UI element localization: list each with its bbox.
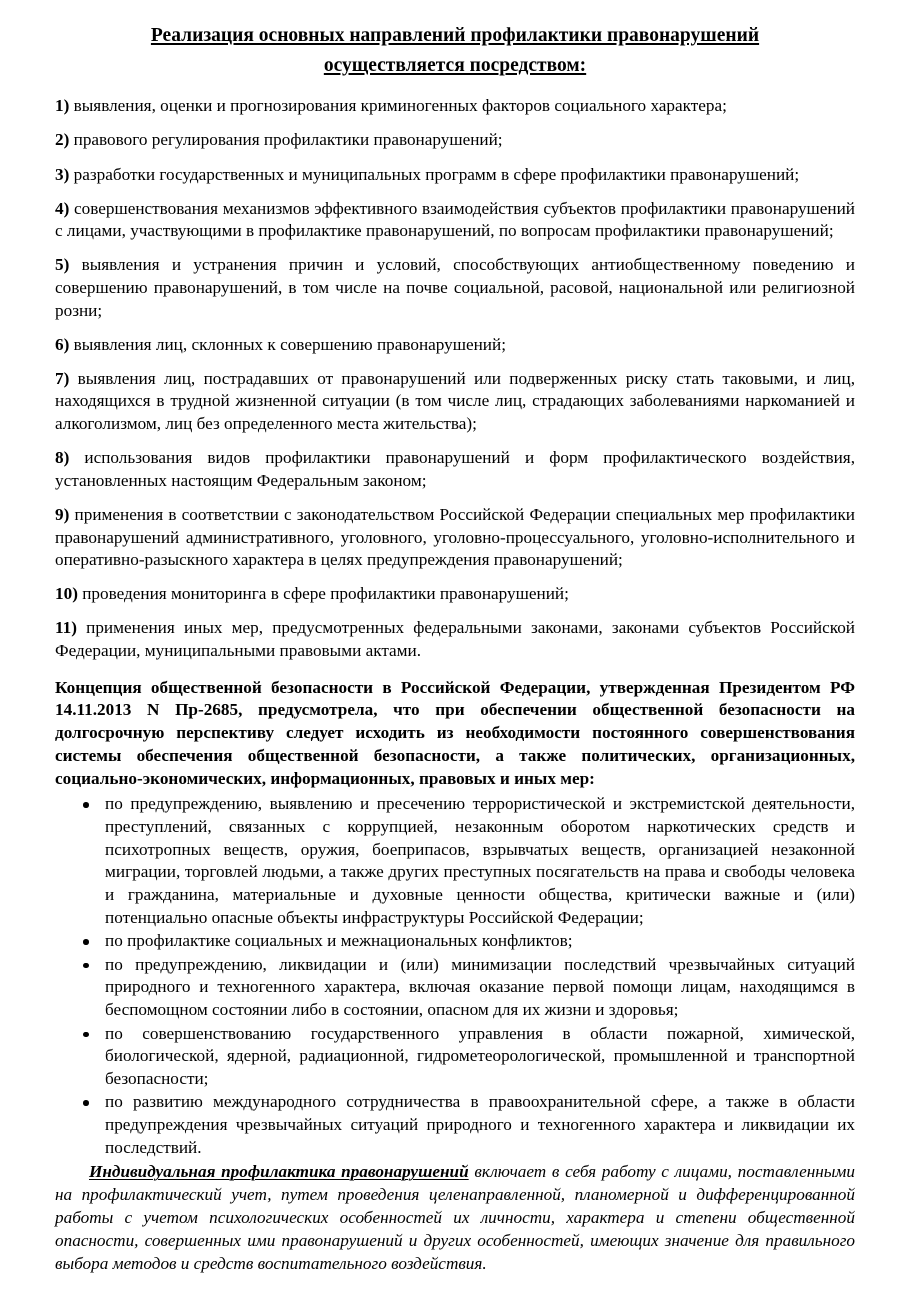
page-title bbox=[55, 22, 855, 79]
closing-rest-text: включает в себя работу с лицами, поставленными на профилактический учет, путем проведения целенаправленной, планомерной и дифференцированной работы с учетом психологических особенностей их личности, характера и степени общественной опасности, совершенных ими правонарушений и других особенностей, имеющих значение для правильного выбора методов и средств воспитательного воздействия. bbox=[55, 1162, 855, 1273]
clause-item bbox=[55, 617, 855, 662]
clause-item bbox=[55, 334, 855, 357]
clause-number: 4) bbox=[55, 198, 70, 218]
clause-text: выявления и устранения причин и условий, способствующих антиобщественному поведению и совершению правонарушений, в том числе на почве социальной, расовой, национальной или религиозной розни; bbox=[55, 255, 855, 320]
clause-text: правового регулирования профилактики правонарушений; bbox=[69, 130, 503, 150]
clause-item bbox=[55, 447, 855, 492]
clause-text: проведения мониторинга в сфере профилактики правонарушений; bbox=[77, 584, 569, 604]
clause-number: 10) bbox=[55, 584, 78, 604]
clause-text: выявления, оценки и прогнозирования криминогенных факторов социального характера; bbox=[69, 96, 727, 116]
closing-lead-phrase: Индивидуальная профилактика правонарушений bbox=[89, 1162, 469, 1182]
list-item-text: по развитию международного сотрудничества в правоохранительной сфере, а также в области предупреждения чрезвычайных ситуаций природного и техногенного характера и ликвидации их последствий. bbox=[105, 1092, 855, 1157]
list-item bbox=[55, 1023, 855, 1091]
clause-item bbox=[55, 368, 855, 436]
clause-item bbox=[55, 254, 855, 322]
clause-number: 6) bbox=[55, 334, 70, 354]
clause-item bbox=[55, 198, 855, 243]
list-item-text: по профилактике социальных и межнациональных конфликтов; bbox=[105, 931, 573, 951]
clause-text: выявления лиц, склонных к совершению правонарушений; bbox=[69, 334, 506, 354]
concept-paragraph: Концепция общественной безопасности в Российской Федерации, утвержденная Президентом РФ 14.11.2013 N Пр-2685, предусмотрела, что при обеспечении общественной безопасности на долгосрочную перспективу следует исходить из необходимости постоянного совершенствования системы обеспечения общественной безопасности, а также политических, организационных, социально-экономических, информационных, правовых и иных мер: bbox=[55, 677, 855, 788]
clause-text: использования видов профилактики правонарушений и форм профилактического воздействия, установленных настоящим Федеральным законом; bbox=[55, 448, 855, 490]
clause-number: 9) bbox=[55, 504, 70, 524]
clause-number: 7) bbox=[55, 368, 70, 388]
clause-number: 5) bbox=[55, 255, 70, 275]
closing-paragraph bbox=[55, 1161, 855, 1275]
clause-number: 3) bbox=[55, 164, 70, 184]
clause-item bbox=[55, 583, 855, 606]
clause-number: 1) bbox=[55, 96, 70, 116]
measures-list bbox=[55, 793, 855, 1159]
clause-text: применения иных мер, предусмотренных федеральными законами, законами субъектов Российской Федерации, муниципальными правовыми актами. bbox=[55, 618, 855, 660]
list-item-text: по предупреждению, ликвидации и (или) минимизации последствий чрезвычайных ситуаций природного и техногенного характера, включая оказание первой помощи лицам, находящимся в беспомощном состоянии либо в состоянии, опасном для их жизни и здоровья; bbox=[105, 954, 855, 1019]
list-item bbox=[55, 793, 855, 929]
clause-text: совершенствования механизмов эффективного взаимодействия субъектов профилактики правонарушений с лицами, участвующими в профилактике правонарушений, по вопросам профилактики правонарушений; bbox=[55, 198, 855, 241]
clause-text: выявления лиц, пострадавших от правонарушений или подверженных риску стать таковыми, и лиц, находящихся в трудной жизненной ситуации (в том числе лиц, страдающих заболеваниями наркоманией и алкоголизмом, лиц без определенного места жительства); bbox=[55, 368, 855, 434]
list-item-text: по предупреждению, выявлению и пресечению террористической и экстремистской деятельности, преступлений, связанных с коррупцией, незаконным оборотом наркотических средств и психотропных веществ, оружия, боеприпасов, взрывчатых веществ, организацией незаконной миграции, торговлей людьми, а также других преступных посягательств на права и свободы человека и гражданина, материальные и духовные ценности общества, критически важные и (или) потенциально опасные объекты инфраструктуры Российской Федерации; bbox=[105, 794, 855, 927]
clause-text: применения в соответствии с законодательством Российской Федерации специальных мер профилактики правонарушений административного, уголовного, уголовно-процессуального, уголовно-исполнительного и оперативно-разыскного характера в целях предупреждения правонарушений; bbox=[55, 504, 855, 570]
list-item-text: по совершенствованию государственного управления в области пожарной, химической, биологической, ядерной, радиационной, гидрометеорологической, промышленной и транспортной безопасности; bbox=[105, 1023, 855, 1088]
clause-number: 11) bbox=[55, 618, 77, 638]
clause-item bbox=[55, 504, 855, 572]
list-item bbox=[55, 954, 855, 1022]
numbered-clause-list bbox=[55, 95, 855, 662]
clause-text: разработки государственных и муниципальных программ в сфере профилактики правонарушений; bbox=[69, 164, 800, 184]
list-item bbox=[55, 930, 855, 953]
page-title-line-2: осуществляется посредством: bbox=[323, 54, 587, 76]
list-item bbox=[55, 1091, 855, 1159]
clause-number: 8) bbox=[55, 448, 70, 468]
clause-item bbox=[55, 95, 855, 118]
clause-item bbox=[55, 129, 855, 152]
clause-number: 2) bbox=[55, 130, 70, 150]
clause-item bbox=[55, 164, 855, 187]
page-title-line-1: Реализация основных направлений профилактики правонарушений bbox=[150, 25, 760, 46]
